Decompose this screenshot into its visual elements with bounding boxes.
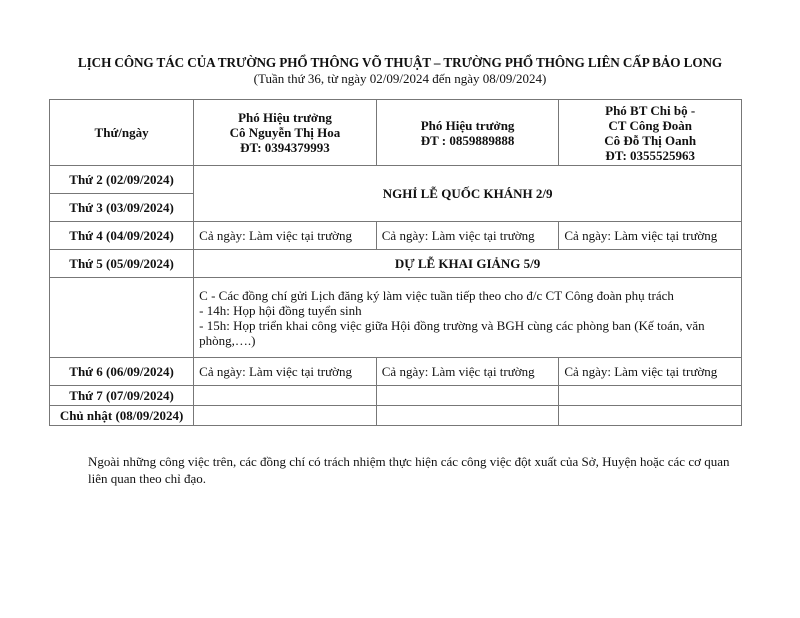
- schedule-cell: Cả ngày: Làm việc tại trường: [376, 358, 559, 386]
- opening-ceremony-cell: DỰ LỄ KHAI GIẢNG 5/9: [194, 250, 742, 278]
- day-cell: Thứ 2 (02/09/2024): [50, 166, 194, 194]
- schedule-table: [49, 99, 742, 426]
- table-row-thursday-afternoon: [50, 278, 742, 358]
- day-cell: Thứ 3 (03/09/2024): [50, 194, 194, 222]
- day-cell: Thứ 7 (07/09/2024): [50, 386, 194, 406]
- column-header-vice-principal-2: Phó Hiệu trưởng ĐT : 0859889888: [376, 100, 559, 166]
- afternoon-tasks-cell: [194, 278, 742, 358]
- task-line: - 14h: Họp hội đồng tuyển sinh: [199, 302, 362, 318]
- day-cell: Thứ 4 (04/09/2024): [50, 222, 194, 250]
- schedule-cell: [376, 386, 559, 406]
- task-line: - 15h: Họp triển khai công việc giữa Hội đồng trường và BGH cùng các phòng ban (Kế toán, văn phòng,….): [199, 317, 705, 348]
- task-line: C - Các đồng chí gửi Lịch đăng ký làm việc tuần tiếp theo cho đ/c CT Công đoàn phụ trách: [199, 287, 674, 303]
- table-row-friday: [50, 358, 742, 386]
- document-subtitle: (Tuần thứ 36, từ ngày 02/09/2024 đến ngày 08/09/2024): [253, 71, 547, 86]
- schedule-cell: [194, 406, 377, 426]
- document-title: LỊCH CÔNG TÁC CỦA TRƯỜNG PHỔ THÔNG VÕ THUẬT – TRƯỜNG PHỔ THÔNG LIÊN CẤP BẢO LONG: [77, 55, 723, 70]
- table-row-monday: [50, 166, 742, 194]
- schedule-cell: [376, 406, 559, 426]
- table-row-sunday: [50, 406, 742, 426]
- table-header-row: [50, 100, 742, 166]
- schedule-cell: Cả ngày: Làm việc tại trường: [194, 358, 377, 386]
- table-row-saturday: [50, 386, 742, 406]
- table-row-thursday: [50, 250, 742, 278]
- schedule-cell: [559, 386, 742, 406]
- holiday-cell: NGHỈ LỄ QUỐC KHÁNH 2/9: [194, 166, 742, 222]
- schedule-cell: Cả ngày: Làm việc tại trường: [559, 222, 742, 250]
- column-header-day: Thứ/ngày: [50, 100, 194, 166]
- day-cell: Chủ nhật (08/09/2024): [50, 406, 194, 426]
- schedule-cell: Cả ngày: Làm việc tại trường: [559, 358, 742, 386]
- schedule-cell: [194, 386, 377, 406]
- schedule-cell: Cả ngày: Làm việc tại trường: [376, 222, 559, 250]
- day-cell: Thứ 6 (06/09/2024): [50, 358, 194, 386]
- column-header-union-chair: Phó BT Chi bộ - CT Công Đoàn Cô Đỗ Thị Oanh ĐT: 0355525963: [559, 100, 742, 166]
- day-cell: [50, 278, 194, 358]
- day-cell: Thứ 5 (05/09/2024): [50, 250, 194, 278]
- schedule-cell: [559, 406, 742, 426]
- footer-note: Ngoài những công việc trên, các đồng chí có trách nhiệm thực hiện các công việc đột xuất của Sở, Huyện hoặc các cơ quan liên quan theo chỉ đạo.: [88, 454, 730, 486]
- schedule-cell: Cả ngày: Làm việc tại trường: [194, 222, 377, 250]
- table-row-wednesday: [50, 222, 742, 250]
- column-header-vice-principal-1: Phó Hiệu trưởng Cô Nguyễn Thị Hoa ĐT: 0394379993: [194, 100, 377, 166]
